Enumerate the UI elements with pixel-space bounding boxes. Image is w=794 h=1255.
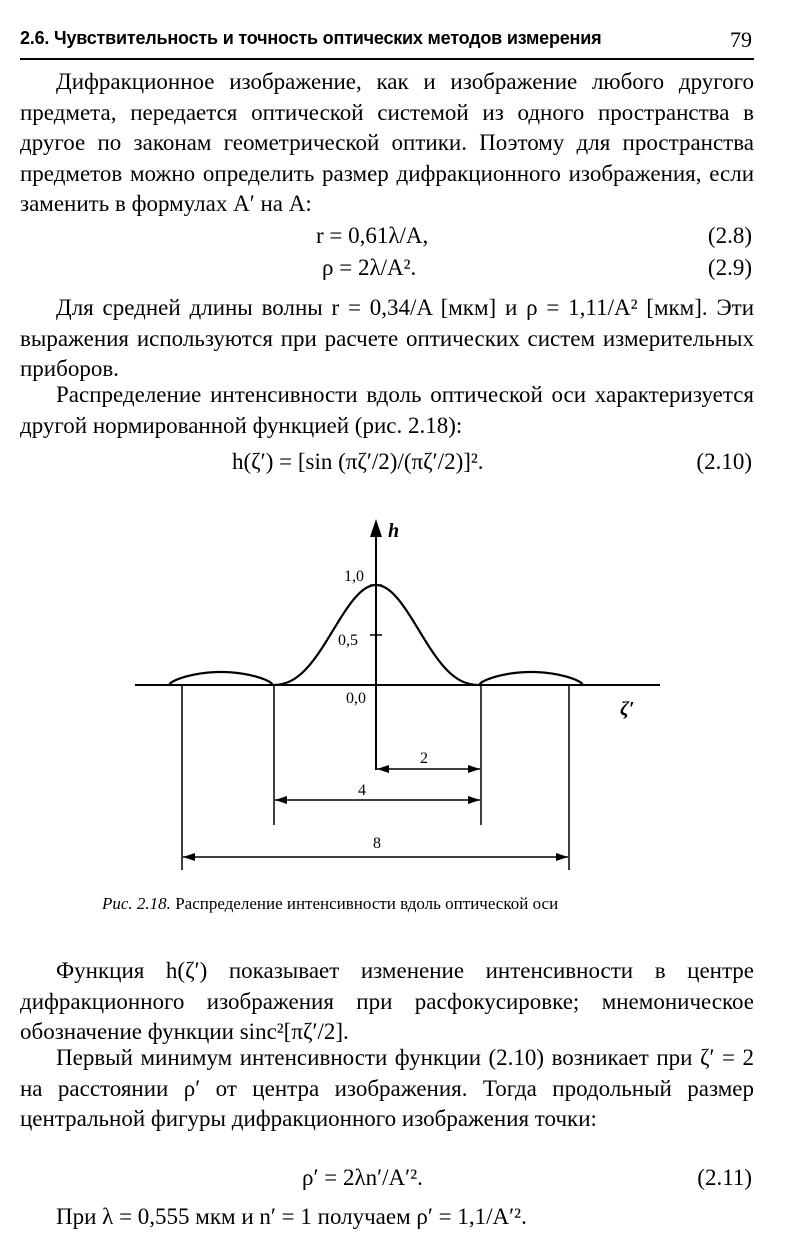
equation-number: (2.8) <box>707 223 752 248</box>
tick-label-1-0: 1,0 <box>344 568 364 585</box>
equation-number: (2.9) <box>707 255 752 280</box>
equation-2-10 <box>20 446 754 478</box>
equation-formula: ρ′ = 2λn′/A′². <box>302 1165 423 1190</box>
caption-label: Рис. 2.18. <box>102 894 171 913</box>
equation-formula: h(ζ′) = [sin (πζ′/2)/(πζ′/2)]². <box>232 449 484 474</box>
tick-label-0-0: 0,0 <box>346 690 366 707</box>
figure-2-18 <box>0 505 794 890</box>
y-axis-label: h <box>388 520 400 542</box>
equation-formula: ρ = 2λ/A². <box>322 255 417 280</box>
dimension-4-label: 4 <box>358 782 366 799</box>
equation-2-11 <box>20 1162 754 1194</box>
equation-2-9 <box>20 252 754 284</box>
paragraph-result: При λ = 0,555 мкм и n′ = 1 получаем ρ′ = 1,1/A′². <box>56 1204 527 1229</box>
equation-number: (2.11) <box>697 1165 752 1190</box>
dimension-2-label: 2 <box>420 750 428 767</box>
paragraph-intensity-distribution: Распределение интенсивности вдоль оптической оси характеризуется другой нормированной функцией (рис. 2.18): <box>20 382 754 438</box>
page-number: 79 <box>730 27 752 52</box>
paragraph-diffraction-image: Дифракционное изображение, как и изображение любого другого предмета, передается оптической системой из одного пространства в другое по законам геометрической оптики. Поэтому для пространства предметов можно определить размер дифракционного изображения, если заменить в формулах A′ на A: <box>20 69 754 216</box>
running-header <box>20 28 754 60</box>
y-axis-arrowhead <box>370 519 382 537</box>
paragraph-first-minimum: Первый минимум интенсивности функции (2.10) возникает при ζ′ = 2 на расстоянии ρ′ от центра изображения. Тогда продольный размер центральной фигуры дифракционного изображения точки: <box>20 1045 754 1131</box>
caption-text: Распределение интенсивности вдоль оптической оси <box>170 894 559 913</box>
figure-caption <box>102 893 722 915</box>
equation-2-8 <box>20 220 754 252</box>
tick-label-0-5: 0,5 <box>338 632 358 649</box>
section-title: 2.6. Чувствительность и точность оптических методов измерения <box>20 28 602 48</box>
equation-formula: r = 0,61λ/A, <box>316 223 429 248</box>
paragraph-average-wavelength: Для средней длины волны r = 0,34/A [мкм] и ρ = 1,11/A² [мкм]. Эти выражения используются при расчете оптических систем измерительных приборов. <box>20 295 754 381</box>
equation-number: (2.10) <box>696 449 752 474</box>
intensity-plot <box>0 505 794 890</box>
x-axis-label: ζ′ <box>620 698 635 720</box>
dimension-8-label: 8 <box>373 835 381 852</box>
paragraph-function-meaning: Функция h(ζ′) показывает изменение интенсивности в центре дифракционного изображения при расфокусировке; мнемоническое обозначение функции sinc²[πζ′/2]. <box>20 958 754 1044</box>
